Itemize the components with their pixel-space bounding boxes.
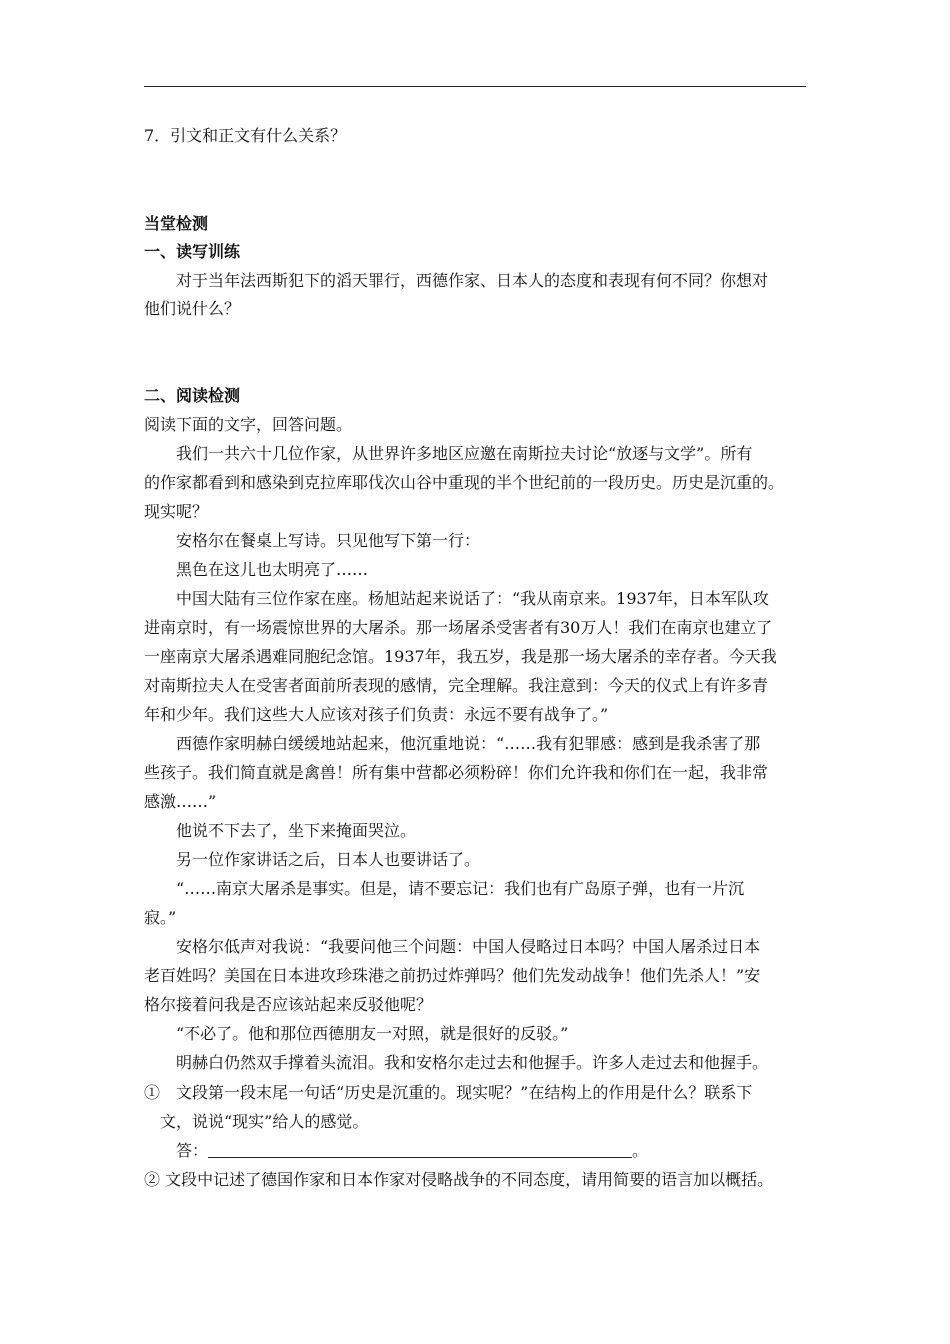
passage-line: 明赫白仍然双手撑着头流泪。我和安格尔走过去和他握手。许多人走过去和他握手。 — [176, 1053, 769, 1072]
answer-blank[interactable] — [208, 1141, 632, 1158]
answer-line — [176, 1139, 806, 1163]
passage-line: 黑色在这儿也太明亮了…… — [176, 560, 369, 579]
passage-line: 中国大陆有三位作家在座。杨旭站起来说话了：“我从南京来。1937年，日本军队攻 — [176, 589, 769, 608]
question-7: 7．引文和正文有什么关系？ — [144, 126, 347, 145]
passage-line: 些孩子。我们简直就是禽兽！所有集中营都必须粉碎！你们允许我和你们在一起，我非常 — [144, 763, 769, 782]
part1-heading: 一、读写训练 — [144, 242, 241, 261]
question-2: ② 文段中记述了德国作家和日本作家对侵略战争的不同态度，请用简要的语言加以概括。 — [144, 1170, 774, 1189]
passage-line: 另一位作家讲话之后，日本人也要讲话了。 — [176, 850, 481, 869]
passage-line: 感激……” — [144, 792, 217, 811]
passage-line: 安格尔在餐桌上写诗。只见他写下第一行： — [176, 531, 481, 550]
answer-end: 。 — [632, 1141, 649, 1160]
passage-line: 他说不下去了，坐下来掩面哭泣。 — [176, 821, 417, 840]
top-divider — [144, 86, 806, 87]
passage-line: 年和少年。我们这些大人应该对孩子们负责：永远不要有战争了。” — [144, 705, 609, 724]
passage-line: 我们一共六十几位作家，从世界许多地区应邀在南斯拉夫讨论“放逐与文学”。所有 — [176, 444, 753, 463]
passage-line: 对南斯拉夫人在受害者面前所表现的感情，完全理解。我注意到：今天的仪式上有许多青 — [144, 676, 769, 695]
passage-line: 安格尔低声对我说：“我要问他三个问题：中国人侵略过日本吗？中国人屠杀过日本 — [176, 937, 761, 956]
passage-line: 格尔接着问我是否应该站起来反驳他呢？ — [144, 995, 433, 1014]
passage-line: 进南京时，有一场震惊世界的大屠杀。那一场屠杀受害者有30万人！我们在南京也建立了 — [144, 618, 773, 637]
part1-question-line: 他们说什么？ — [144, 299, 241, 318]
passage-line: 一座南京大屠杀遇难同胞纪念馆。1937年，我五岁，我是那一场大屠杀的幸存者。今天我 — [144, 647, 777, 666]
question-1: ① 文段第一段末尾一句话“历史是沉重的。现实呢？”在结构上的作用是什么？联系下 — [144, 1083, 753, 1102]
section-title: 当堂检测 — [144, 214, 209, 233]
passage-line: 寂。” — [144, 908, 177, 927]
passage-line: “……南京大屠杀是事实。但是，请不要忘记：我们也有广岛原子弹，也有一片沉 — [176, 879, 745, 898]
passage-line: “不必了。他和那位西德朋友一对照，就是很好的反驳。” — [176, 1024, 569, 1043]
answer-label: 答： — [176, 1141, 209, 1160]
passage-line: 西德作家明赫白缓缓地站起来，他沉重地说：“……我有犯罪感：感到是我杀害了那 — [176, 734, 761, 753]
passage-line: 现实呢？ — [144, 502, 209, 521]
part1-question-line: 对于当年法西斯犯下的滔天罪行，西德作家、日本人的态度和表现有何不同？你想对 — [176, 271, 769, 290]
part2-intro: 阅读下面的文字，回答问题。 — [144, 415, 353, 434]
question-1-cont: 文，说说“现实”给人的感觉。 — [160, 1112, 369, 1131]
part2-heading: 二、阅读检测 — [144, 386, 241, 405]
passage-line: 老百姓吗？美国在日本进攻珍珠港之前扔过炸弹吗？他们先发动战争！他们先杀人！”安 — [144, 966, 761, 985]
passage-line: 的作家都看到和感染到克拉库耶伐次山谷中重现的半个世纪前的一段历史。历史是沉重的。 — [144, 473, 785, 492]
